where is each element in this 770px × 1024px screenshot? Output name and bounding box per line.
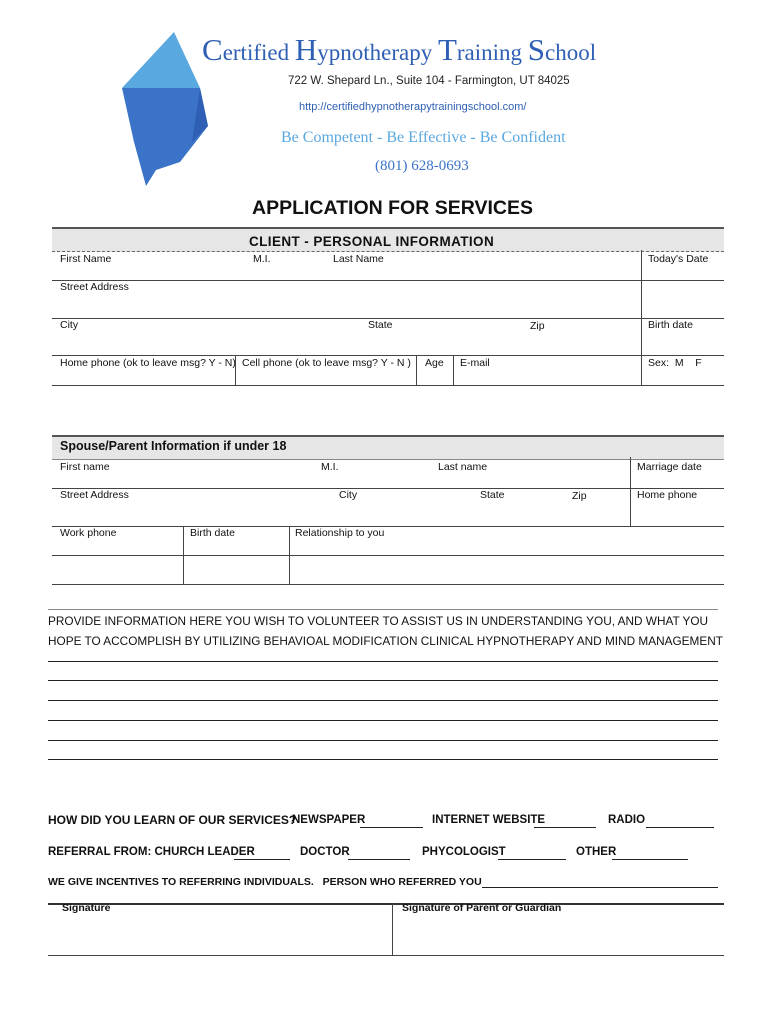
client-email-label: E-mail: [460, 357, 490, 369]
psychologist-option: PHYCOLOGIST: [422, 846, 506, 858]
provide-info-line-2: HOPE TO ACCOMPLISH BY UTILIZING BEHAVIOAL MODIFICATION CLINICAL HYPNOTHERAPY AND MIND MANAGEMENT: [48, 634, 723, 648]
client-birth-date-label: Birth date: [648, 319, 693, 331]
spouse-zip-label: Zip: [572, 490, 587, 502]
newspaper-blank[interactable]: [360, 827, 423, 828]
client-last-name-label: Last Name: [333, 253, 384, 265]
school-url[interactable]: http://certifiedhypnotherapytrainingschool.com/: [299, 101, 527, 113]
learn-question: HOW DID YOU LEARN OF OUR SERVICES?: [48, 813, 297, 827]
client-city-label: City: [60, 319, 79, 331]
answer-line[interactable]: [48, 680, 718, 681]
incentive-text: WE GIVE INCENTIVES TO REFERRING INDIVIDUALS. PERSON WHO REFERRED YOU: [48, 876, 482, 888]
spouse-home-phone-label: Home phone: [637, 489, 698, 501]
psychologist-blank[interactable]: [498, 859, 566, 860]
client-cell-phone-label: Cell phone (ok to leave msg? Y - N ): [242, 357, 411, 369]
school-logo: [112, 30, 212, 186]
client-state-label: State: [368, 319, 393, 331]
client-street-label: Street Address: [60, 281, 129, 293]
client-mi-label: M.I.: [253, 253, 271, 265]
answer-line[interactable]: [48, 661, 718, 662]
signature-field[interactable]: [48, 914, 391, 954]
doctor-option: DOCTOR: [300, 846, 350, 858]
church-leader-blank[interactable]: [234, 859, 290, 860]
school-address: 722 W. Shepard Ln., Suite 104 - Farmington, UT 84025: [288, 75, 570, 87]
parent-signature-label: Signature of Parent or Guardian: [402, 902, 562, 914]
doctor-blank[interactable]: [348, 859, 410, 860]
other-blank[interactable]: [612, 859, 688, 860]
referrer-blank[interactable]: [482, 887, 718, 888]
provide-info-line-1: PROVIDE INFORMATION HERE YOU WISH TO VOLUNTEER TO ASSIST US IN UNDERSTANDING YOU, AND WHAT YOU: [48, 614, 709, 628]
client-age-label: Age: [425, 357, 444, 369]
spouse-street-label: Street Address: [60, 489, 129, 501]
school-phone: (801) 628-0693: [375, 158, 469, 174]
spouse-work-phone-label: Work phone: [60, 527, 117, 539]
answer-line[interactable]: [48, 720, 718, 721]
client-zip-label: Zip: [530, 320, 545, 332]
spouse-first-name-label: First name: [60, 461, 110, 473]
school-tagline: Be Competent - Be Effective - Be Confident: [281, 129, 566, 146]
spouse-state-label: State: [480, 489, 505, 501]
client-todays-date-label: Today's Date: [648, 253, 709, 265]
internet-option: INTERNET WEBSITE: [432, 814, 546, 826]
spouse-last-name-label: Last name: [438, 461, 488, 473]
client-home-phone-label: Home phone (ok to leave msg? Y - N): [60, 357, 236, 369]
radio-blank[interactable]: [646, 827, 714, 828]
school-name: Certified Hypnotherapy Training School: [202, 32, 597, 67]
parent-signature-field[interactable]: [393, 914, 724, 954]
spouse-marriage-date-label: Marriage date: [637, 461, 702, 473]
answer-line[interactable]: [48, 700, 718, 701]
client-sex-label: Sex: M F: [648, 357, 702, 369]
answer-line[interactable]: [48, 759, 718, 760]
referral-church-leader: REFERRAL FROM: CHURCH LEADER: [48, 846, 255, 858]
radio-option: RADIO: [608, 814, 646, 826]
spouse-birth-date-label: Birth date: [190, 527, 235, 539]
spouse-section-heading: Spouse/Parent Information if under 18: [60, 439, 287, 453]
signature-label: Signature: [62, 902, 111, 914]
newspaper-option: NEWSPAPER: [292, 814, 366, 826]
spouse-mi-label: M.I.: [321, 461, 339, 473]
other-option: OTHER: [576, 846, 617, 858]
client-section-heading: CLIENT - PERSONAL INFORMATION: [249, 234, 495, 249]
spouse-relationship-label: Relationship to you: [295, 527, 385, 539]
client-first-name-label: First Name: [60, 253, 112, 265]
internet-blank[interactable]: [534, 827, 596, 828]
spouse-city-label: City: [339, 489, 358, 501]
page-title: APPLICATION FOR SERVICES: [252, 197, 533, 219]
answer-line[interactable]: [48, 740, 718, 741]
